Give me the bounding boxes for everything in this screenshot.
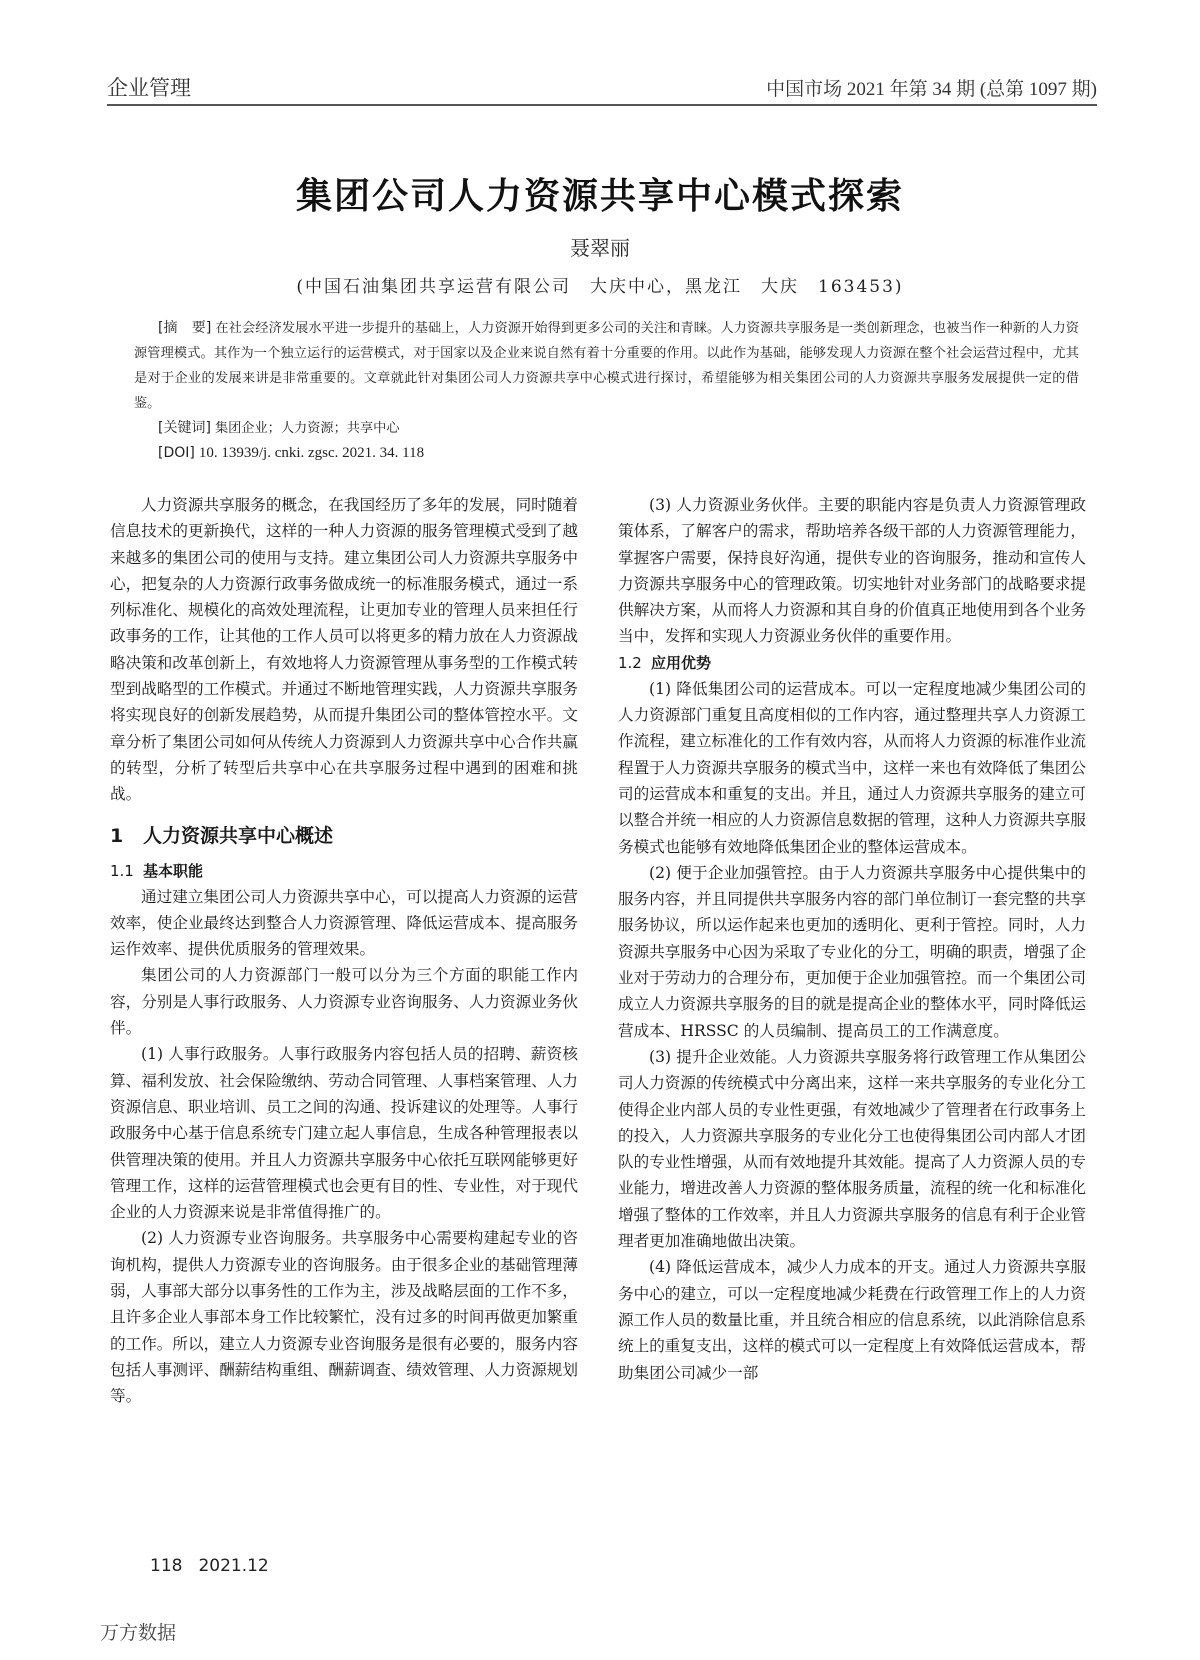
keywords-text: 集团企业；人力资源；共享中心 bbox=[214, 421, 400, 436]
abstract-label: [摘 要] bbox=[158, 320, 212, 336]
keywords-label: [关键词] bbox=[158, 420, 211, 436]
body-paragraph: (3) 人力资源业务伙伴。主要的职能内容是负责人力资源管理政策体系，了解客户的需求，帮助培养各级干部的人力资源管理能力，掌握客户需要，保持良好沟通，提供专业的咨询服务，推动和宣传人力资源共享服务中心的管理政策。切实地针对业务部门的战略要求提供解决方案，从而将人力资源和其自身的价值真正地使用到各个业务当中，发挥和实现人力资源业务伙伴的重要作用。 bbox=[618, 496, 1086, 646]
page-folio bbox=[150, 1556, 269, 1576]
article-title: 集团公司人力资源共享中心模式探索 bbox=[295, 176, 904, 217]
intro-paragraph: 人力资源共享服务的概念，在我国经历了多年的发展，同时随着信息技术的更新换代，这样的一种人力资源的服务管理模式受到了越来越多的集团公司的使用与支持。建立集团公司人力资源共享服务中心，把复杂的人力资源行政事务做成统一的标准服务模式，通过一系列标准化、规模化的高效处理流程，让更加专业的管理人员来担任行政事务的工作，让其他的工作人员可以将更多的精力放在人力资源战略决策和改革创新上，有效地将人力资源管理从事务型的工作模式转型到战略型的工作模式。并通过不断地管理实践，人力资源共享服务将实现良好的创新发展趋势，从而提升集团公司的整体管控水平。文章分析了集团公司如何从传统人力资源到人力资源共享中心合作共赢的转型，分析了转型后共享中心在共享服务过程中遇到的困难和挑战。 bbox=[110, 496, 578, 804]
right-column bbox=[618, 492, 1086, 1386]
running-header bbox=[107, 72, 1097, 106]
subsection-heading-1-2 bbox=[618, 650, 1086, 676]
author-name: 聂翠丽 bbox=[570, 236, 630, 260]
doi bbox=[134, 441, 1079, 466]
body-paragraph: (1) 人事行政服务。人事行政服务内容包括人员的招聘、薪资核算、福利发放、社会保险缴纳、劳动合同管理、人事档案管理、人力资源信息、职业培训、员工之间的沟通、投诉建议的处理等。人事行政服务中心基于信息系统专门建立起人事信息，生成各种管理报表以供管理决策的使用。并且人力资源共享服务中心依托互联网能够更好管理工作，这样的运营管理模式也会更有目的性、专业性，对于现代企业的人力资源来说是非常值得推广的。 bbox=[110, 1045, 578, 1222]
abstract-block bbox=[134, 316, 1079, 466]
body-paragraph: 集团公司的人力资源部门一般可以分为三个方面的职能工作内容，分别是人事行政服务、人力资源专业咨询服务、人力资源业务伙伴。 bbox=[110, 966, 578, 1038]
author-affiliation: (中国石油集团共享运营有限公司 大庆中心，黑龙江 大庆 163453) bbox=[296, 277, 904, 297]
body-paragraph: (4) 降低运营成本，减少人力成本的开支。通过人力资源共享服务中心的建立，可以一定程度地减少耗费在行政管理工作上的人力资源工作人员的数量比重，并且统合相应的信息系统，以此消除信息系统上的重复支出，这样的模式可以一定程度上有效降低运营成本，帮助集团公司减少一部 bbox=[618, 1258, 1086, 1382]
left-column bbox=[110, 492, 578, 1410]
subsection-number: 1.2 bbox=[618, 653, 642, 672]
body-paragraph: (3) 提升企业效能。人力资源共享服务将行政管理工作从集团公司人力资源的传统模式中分离出来，这样一来共享服务的专业化分工使得企业内部人员的专业性更强，有效地减少了管理者在行政事务上的投入，人力资源共享服务的专业化分工也使得集团公司内部人才团队的专业性增强，从而有效地提升其效能。提高了人力资源人员的专业能力，增进改善人力资源的整体服务质量，流程的统一化和标准化增强了整体的工作效率，并且人力资源共享服务的信息有利于企业管理者更加准确地做出决策。 bbox=[618, 1047, 1086, 1251]
subsection-heading-1-1 bbox=[110, 858, 578, 884]
subsection-number: 1.1 bbox=[110, 861, 134, 880]
body-paragraph: 通过建立集团公司人力资源共享中心，可以提高人力资源的运营效率，使企业最终达到整合人力资源管理、降低运营成本、提高服务运作效率、提供优质服务的管理效果。 bbox=[110, 887, 578, 959]
doi-link[interactable]: 10. 13939/j. cnki. zgsc. 2021. 34. 118 bbox=[198, 445, 425, 461]
database-watermark: 万方数据 bbox=[100, 1622, 177, 1644]
subsection-title: 基本职能 bbox=[143, 861, 204, 880]
body-paragraph: (1) 降低集团公司的运营成本。可以一定程度地减少集团公司的人力资源部门重复且高度相似的工作内容，通过整理共享人力资源工作流程，建立标准化的工作有效内容，从而将人力资源的标准作业流程置于人力资源共享服务的模式当中，这样一来也有效降低了集团公司的运营成本和重复的支出。并且，通过人力资源共享服务的建立可以整合并统一相应的人力资源信息数据的管理，这种人力资源共享服务模式也能够有效地降低集团企业的整体运营成本。 bbox=[618, 679, 1086, 856]
section-number: 1 bbox=[110, 824, 124, 847]
subsection-title: 应用优势 bbox=[651, 653, 712, 672]
section-heading-1 bbox=[110, 822, 578, 850]
abstract-text: 在社会经济发展水平进一步提升的基础上，人力资源开始得到更多公司的关注和青睐。人力资源共享服务是一类创新理念，也被当作一种新的人力资源管理模式。其作为一个独立运行的运营模式，对于国家以及企业来说自然有着十分重要的作用。以此作为基础，能够发现人力资源在整个社会运营过程中，尤其是对于企业的发展来讲是非常重要的。文章就此针对集团公司人力资源共享中心模式进行探讨，希望能够为相关集团公司的人力资源共享服务发展提供一定的借鉴。 bbox=[134, 321, 1079, 411]
issue-date: 2021.12 bbox=[198, 1556, 269, 1576]
section-title: 人力资源共享中心概述 bbox=[143, 824, 334, 847]
body-paragraph: (2) 人力资源专业咨询服务。共享服务中心需要构建起专业的咨询机构，提供人力资源专业的咨询服务。由于很多企业的基础管理薄弱，人事部大部分以事务性的工作为主，涉及战略层面的工作不多，且许多企业人事部本身工作比较繁忙，没有过多的时间再做更加繁重的工作。所以，建立人力资源专业咨询服务是很有必要的，服务内容包括人事测评、酬薪结构重组、酬薪调查、绩效管理、人力资源规划等。 bbox=[110, 1229, 578, 1406]
abstract bbox=[134, 316, 1079, 416]
doi-label: [DOI] bbox=[158, 445, 195, 461]
body-paragraph: (2) 便于企业加强管控。由于人力资源共享服务中心提供集中的服务内容，并且同提供共享服务内容的部门单位制订一套完整的共享服务协议，所以运作起来也更加的透明化、更利于管控。同时，人力资源共享服务中心因为采取了专业化的分工，明确的职责，增强了企业对于劳动力的合理分布，更加便于企业加强管控。而一个集团公司成立人力资源共享服务的目的就是提高企业的整体水平，同时降低运营成本、HRSSC 的人员编制、提高员工的工作满意度。 bbox=[618, 863, 1086, 1040]
page-number: 118 bbox=[150, 1556, 183, 1576]
keywords bbox=[134, 416, 1079, 441]
section-label: 企业管理 bbox=[107, 76, 191, 100]
journal-issue-label: 中国市场 2021 年第 34 期 (总第 1097 期) bbox=[766, 79, 1097, 100]
